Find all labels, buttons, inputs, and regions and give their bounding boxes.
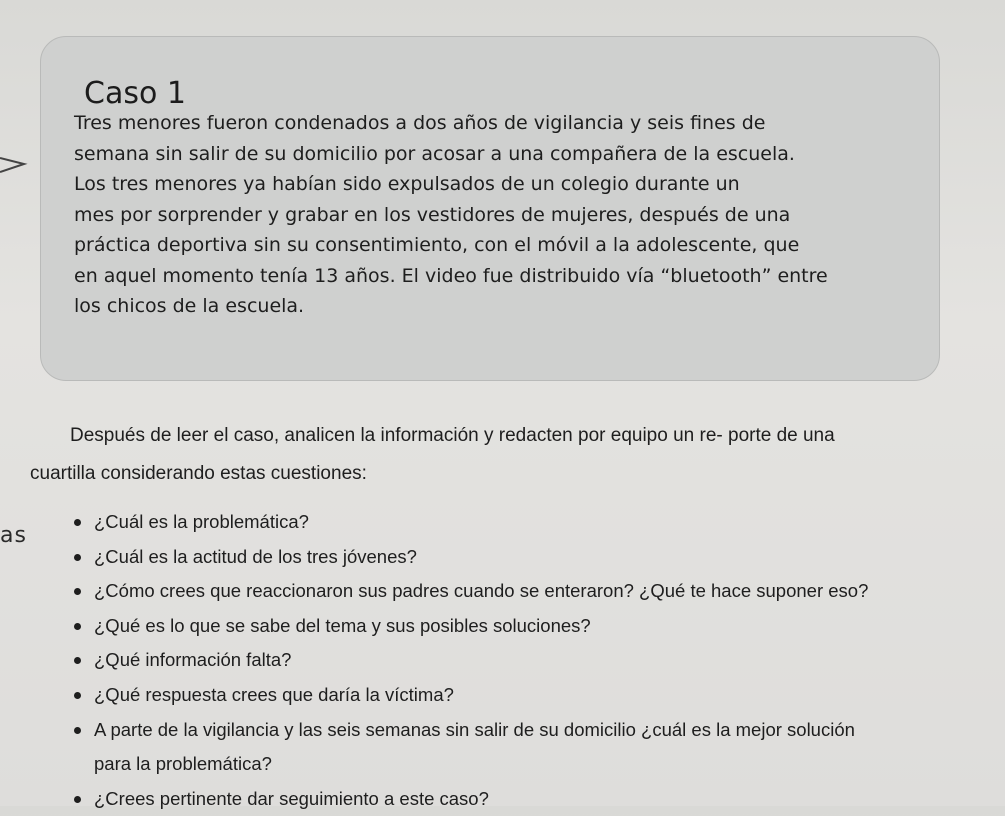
question-item: ¿Crees pertinente dar seguimiento a este caso? bbox=[72, 782, 868, 816]
question-item: ¿Cuál es la actitud de los tres jóvenes? bbox=[72, 540, 868, 575]
question-item bbox=[72, 713, 868, 782]
question-line: A parte de la vigilancia y las seis semanas sin salir de su domicilio ¿cuál es la mejor solución bbox=[94, 718, 855, 740]
instructions bbox=[30, 417, 960, 493]
instructions-line: Después de leer el caso, analicen la información y redacten por equipo un re- porte de una bbox=[70, 425, 835, 446]
handwritten-margin-note: as bbox=[0, 523, 27, 548]
question-item: ¿Qué información falta? bbox=[72, 643, 868, 678]
case-line: los chicos de la escuela. bbox=[74, 295, 305, 317]
question-item: ¿Cómo crees que reaccionaron sus padres cuando se enteraron? ¿Qué te hace suponer eso? bbox=[72, 574, 868, 609]
question-item: ¿Qué es lo que se sabe del tema y sus posibles soluciones? bbox=[72, 609, 868, 644]
case-title: Caso 1 bbox=[84, 76, 186, 111]
question-item: ¿Cuál es la problemática? bbox=[72, 505, 868, 540]
case-line: Los tres menores ya habían sido expulsados de un colegio durante un bbox=[74, 173, 740, 195]
case-line: práctica deportiva sin su consentimiento, con el móvil a la adolescente, que bbox=[74, 234, 800, 256]
instructions-line: cuartilla considerando estas cuestiones: bbox=[30, 463, 367, 484]
case-line: en aquel momento tenía 13 años. El video fue distribuido vía “bluetooth” entre bbox=[74, 264, 828, 287]
case-line: mes por sorprender y grabar en los vestidores de mujeres, después de una bbox=[74, 203, 791, 226]
case-line: Tres menores fueron condenados a dos años de vigilancia y seis fines de bbox=[74, 112, 766, 134]
margin-arrow-icon bbox=[0, 150, 30, 180]
case-line: semana sin salir de su domicilio por acosar a una compañera de la escuela. bbox=[74, 142, 795, 165]
question-line: para la problemática? bbox=[94, 753, 272, 775]
case-description bbox=[74, 108, 894, 322]
question-item: ¿Qué respuesta crees que daría la víctima? bbox=[72, 678, 868, 713]
questions-list bbox=[72, 505, 868, 816]
